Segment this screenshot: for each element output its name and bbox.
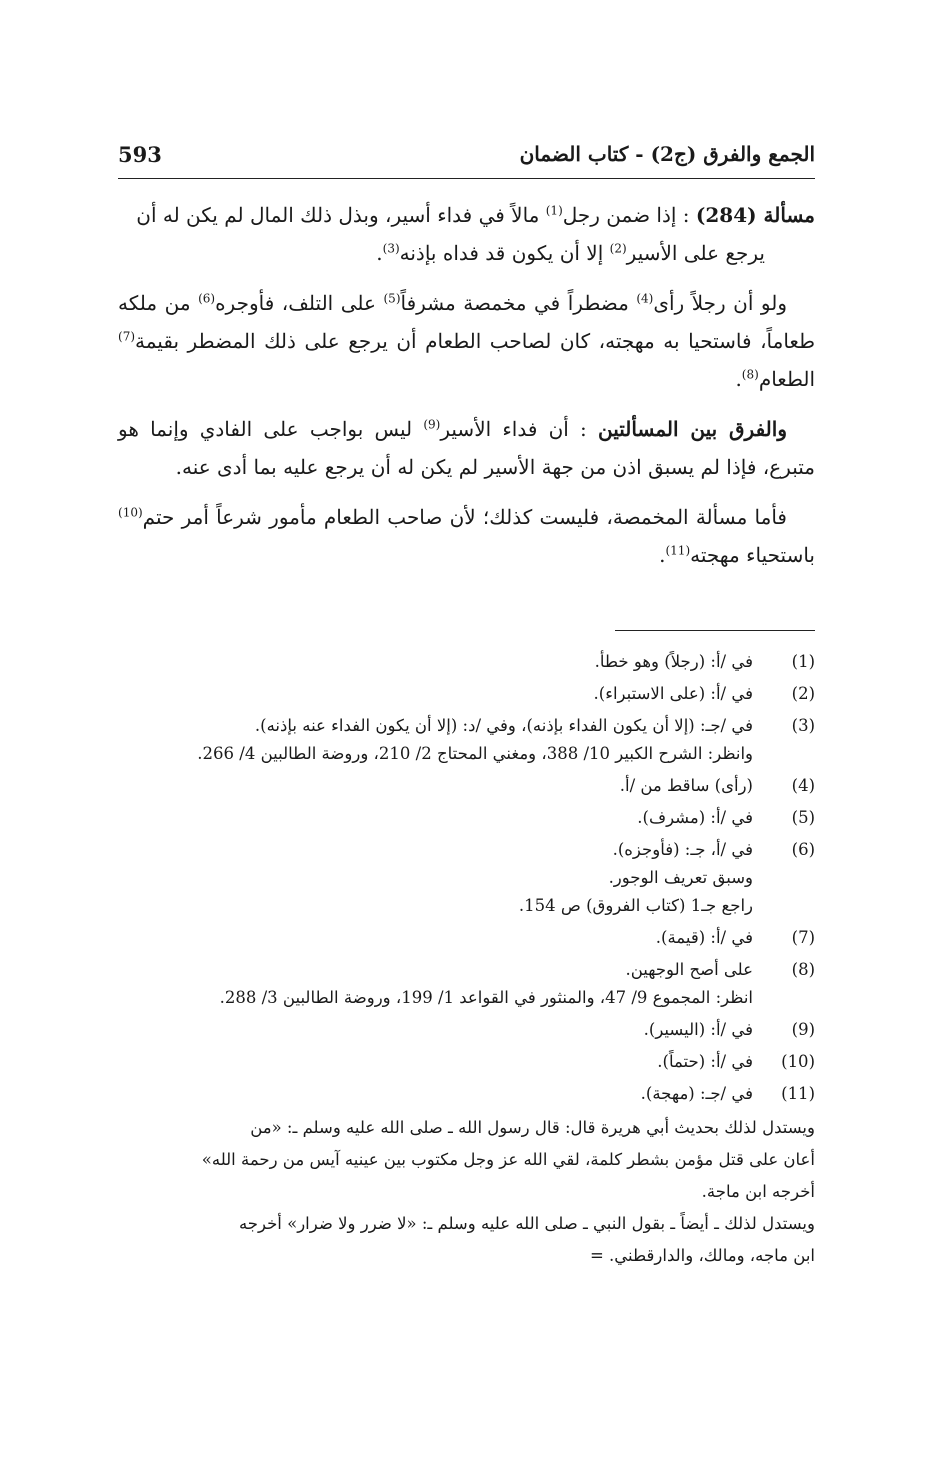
footnote-number: (3)	[791, 716, 815, 735]
main-text	[118, 196, 815, 586]
footnote-item	[118, 1016, 815, 1044]
footnote-item	[118, 648, 815, 676]
paragraph-masala	[118, 196, 815, 272]
footnote-text: في /أ: (قيمة).	[655, 928, 753, 947]
footnote-number: (8)	[791, 960, 815, 979]
footnote-text: في /جـ: (إلا أن يكون الفداء بإذنه)، وفي /د: (إلا أن يكون الفداء عنه بإذنه).	[254, 716, 753, 735]
text: : إذا ضمن رجل	[562, 203, 690, 227]
footnote-continuation	[118, 1112, 815, 1272]
paragraph-farq	[118, 410, 815, 486]
footnote-text: على أصح الوجهين.	[625, 960, 753, 979]
footnote-text: في /أ، جـ: (فأوجزه).	[612, 840, 753, 859]
footnote-item	[118, 772, 815, 800]
masala-label: مسألة (284)	[695, 203, 815, 227]
footnote-ref-7[interactable]: (7)	[118, 329, 136, 344]
footnote-text: انظر: المجموع 9/ 47، والمنثور في القواعد 1/ 199، وروضة الطالبين 3/ 288.	[219, 988, 753, 1007]
footnote-text: في /أ: (رجلاً) وهو خطأ.	[594, 652, 753, 671]
footnote-text: وسبق تعريف الوجور.	[608, 868, 753, 887]
footnote-text: وانظر: الشرح الكبير 10/ 388، ومغني المحتاج 2/ 210، وروضة الطالبين 4/ 266.	[197, 744, 753, 763]
footnote-ref-3[interactable]: (3)	[382, 241, 400, 256]
footnote-continuation-line: أعان على قتل مؤمن بشطر كلمة، لقي الله عز وجل مكتوب بين عينيه آيس من رحمة الله»	[201, 1150, 815, 1169]
footnote-item	[118, 804, 815, 832]
period: .	[735, 367, 742, 391]
text: باستحياء مهجته	[690, 543, 815, 567]
paragraph-makhmasa	[118, 498, 815, 574]
footnote-ref-6[interactable]: (6)	[198, 291, 216, 306]
period: .	[376, 241, 383, 265]
running-title: الجمع والفرق (ج2) - كتاب الضمان	[519, 142, 815, 166]
footnote-text: في /أ: (اليسير).	[643, 1020, 753, 1039]
footnote-number: (9)	[791, 1020, 815, 1039]
footnote-ref-8[interactable]: (8)	[741, 367, 759, 382]
paragraph-mudtar	[118, 284, 815, 398]
footnote-item	[118, 836, 815, 920]
text: الطعام	[758, 367, 815, 391]
footnote-item	[118, 680, 815, 708]
text: من ملكه طعاماً، فاستحيا به مهجته، كان لصاحب الطعام أن يرجع على ذلك المضطر بقيمة	[118, 291, 815, 353]
footnote-text: (رأى) ساقط من /أ.	[619, 776, 753, 795]
footnote-item	[118, 1048, 815, 1076]
footnotes	[118, 648, 815, 1272]
footnote-ref-4[interactable]: (4)	[636, 291, 654, 306]
text: ولو أن رجلاً رأى	[653, 291, 788, 315]
page-number: 593	[118, 142, 162, 167]
footnote-number: (1)	[791, 652, 815, 671]
text: يرجع على الأسير	[626, 241, 765, 265]
footnote-number: (7)	[791, 928, 815, 947]
footnote-text: راجع جـ1 (كتاب الفروق) ص 154.	[518, 896, 753, 915]
footnote-number: (6)	[791, 840, 815, 859]
footnote-continuation-line: ويستدل لذلك ـ أيضاً ـ بقول النبي ـ صلى الله عليه وسلم ـ: «لا ضرر ولا ضرار» أخرجه	[238, 1214, 815, 1233]
footnote-ref-1[interactable]: (1)	[545, 203, 563, 218]
text: مالاً في فداء أسير، وبذل ذلك المال لم يكن له أن	[136, 203, 540, 227]
text: فأما مسألة المخمصة، فليست كذلك؛ لأن صاحب الطعام مأمور شرعاً أمر حتم	[142, 505, 787, 529]
footnote-ref-5[interactable]: (5)	[383, 291, 401, 306]
footnote-text: في /أ: (على الاستبراء).	[593, 684, 753, 703]
footnote-text: في /جـ: (مهجة).	[640, 1084, 753, 1103]
footnote-item	[118, 924, 815, 952]
footnote-list	[118, 648, 815, 1108]
farq-label: والفرق بين المسألتين	[598, 417, 787, 441]
footnote-ref-2[interactable]: (2)	[609, 241, 627, 256]
text: مضطراً في مخمصة مشرفاً	[400, 291, 629, 315]
text: : أن فداء الأسير	[440, 417, 587, 441]
period: .	[659, 543, 666, 567]
footnote-continuation-line: أخرجه ابن ماجة.	[701, 1182, 815, 1201]
footnote-number: (10)	[781, 1052, 815, 1071]
footnote-number: (11)	[781, 1084, 815, 1103]
footnote-text: في /أ: (حتماً).	[657, 1052, 753, 1071]
footnote-item	[118, 956, 815, 1012]
text: إلا أن يكون قد فداه بإذنه	[399, 241, 604, 265]
page-header	[118, 142, 815, 179]
footnote-ref-10[interactable]: (10)	[118, 505, 143, 520]
text: على التلف، فأوجره	[215, 291, 376, 315]
footnote-item	[118, 1080, 815, 1108]
footnote-ref-11[interactable]: (11)	[665, 543, 691, 558]
footnote-separator	[615, 630, 815, 631]
footnote-text: في /أ: (مشرف).	[637, 808, 753, 827]
text: ليس بواجب على الفادي وإنما هو متبرع، فإذا لم يسبق اذن من جهة الأسير لم يكن له أن يرجع عليه بما أدى عنه.	[118, 417, 815, 479]
footnote-continuation-line: ابن ماجه، ومالك، والدارقطني. =	[589, 1246, 815, 1265]
footnote-continuation-line: ويستدل لذلك بحديث أبي هريرة قال: قال رسول الله ـ صلى الله عليه وسلم ـ: «من	[250, 1118, 815, 1137]
footnote-ref-9[interactable]: (9)	[423, 417, 441, 432]
continuation-line	[118, 234, 815, 272]
footnote-item	[118, 712, 815, 768]
footnote-number: (2)	[791, 684, 815, 703]
footnote-number: (4)	[791, 776, 815, 795]
footnote-number: (5)	[791, 808, 815, 827]
